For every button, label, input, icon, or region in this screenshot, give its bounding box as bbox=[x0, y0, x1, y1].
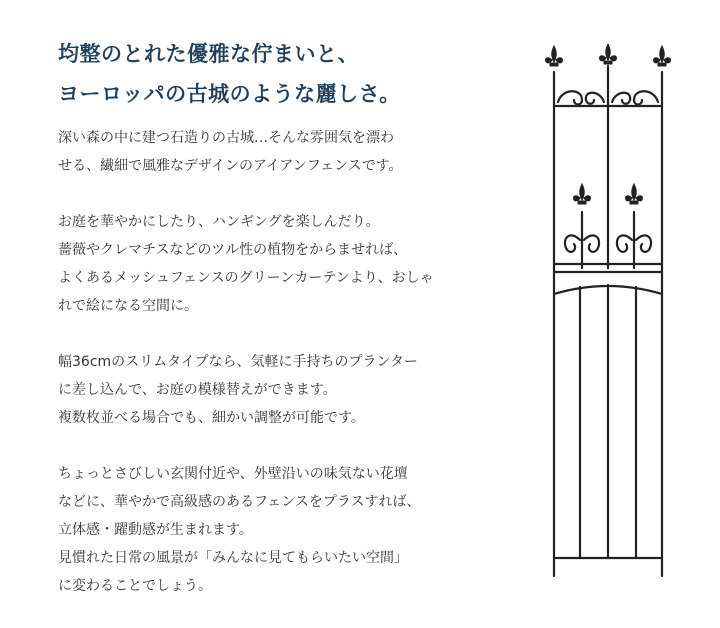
description-body bbox=[58, 124, 528, 628]
scroll-ornament bbox=[584, 235, 599, 251]
fleur-finial bbox=[653, 46, 670, 66]
text-line: に変わることでしょう。 bbox=[58, 578, 212, 594]
scroll-ornament bbox=[636, 235, 651, 251]
scroll-ornament bbox=[586, 93, 604, 104]
text-line: 深い森の中に建つ石造りの古城…そんな雰囲気を漂わ bbox=[58, 130, 394, 146]
text-line: 複数枚並べる場合でも、細かい調整が可能です。 bbox=[58, 410, 365, 426]
text-line: などに、華やかで高級感のあるフェンスをプラスすれば、 bbox=[58, 494, 421, 510]
headline bbox=[58, 34, 528, 114]
paragraph-2 bbox=[58, 208, 528, 320]
paragraph-3 bbox=[58, 348, 528, 432]
paragraph-4 bbox=[58, 460, 528, 600]
text-line: 薔薇やクレマチスなどのツル性の植物をからませれば、 bbox=[58, 242, 408, 258]
fleur-finial bbox=[599, 44, 616, 64]
text-line: お庭を華やかにしたり、ハンギングを楽しんだり。 bbox=[58, 214, 380, 230]
text-line: に差し込んで、お庭の模様替えができます。 bbox=[58, 382, 337, 398]
scroll-ornament bbox=[617, 235, 632, 251]
text-line: 幅36cmのスリムタイプなら、気軽に手持ちのプランター bbox=[58, 354, 418, 370]
headline-line-1: 均整のとれた優雅な佇まいと、 bbox=[58, 42, 359, 66]
text-line: せる、繊細で風雅なデザインのアイアンフェンスです。 bbox=[58, 158, 403, 174]
fleur-finial bbox=[545, 46, 562, 66]
text-line: 立体感・躍動感が生まれます。 bbox=[58, 522, 253, 538]
text-line: れで絵になる空間に。 bbox=[58, 298, 198, 314]
headline-line-2: ヨーロッパの古城のような麗しさ。 bbox=[58, 82, 401, 106]
fleur-finial bbox=[625, 184, 642, 204]
scroll-ornament bbox=[634, 91, 658, 104]
scroll-ornament bbox=[558, 91, 582, 104]
fleur-finial bbox=[573, 184, 590, 204]
text-line: 見慣れた日常の風景が「みんなに見てもらいたい空間」 bbox=[58, 550, 408, 566]
text-line: ちょっとさびしい玄関付近や、外壁沿いの味気ない花壇 bbox=[58, 466, 408, 482]
iron-fence-illustration bbox=[542, 44, 674, 578]
paragraph-1 bbox=[58, 124, 528, 180]
text-line: よくあるメッシュフェンスのグリーンカーテンより、おしゃ bbox=[58, 270, 434, 286]
scroll-ornament bbox=[565, 235, 580, 251]
scroll-ornament bbox=[612, 93, 630, 104]
